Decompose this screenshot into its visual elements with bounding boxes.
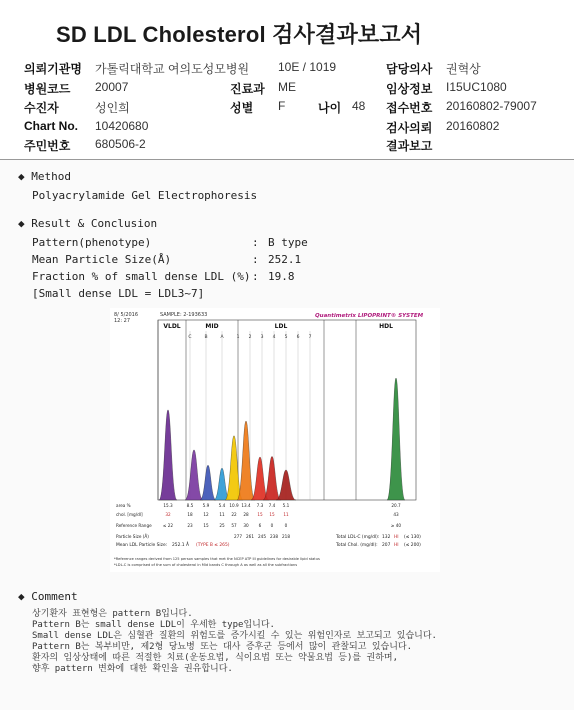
total-ldl-label: Total LDL-C (mg/dl): [336, 535, 380, 540]
peak-hdl [387, 378, 405, 500]
area-value: 20.7 [391, 503, 401, 508]
total-chol-value: 207 [382, 543, 391, 548]
peak-ldl5 [276, 470, 296, 500]
particle-size-label: Particle Size (Å) [116, 534, 149, 539]
region-label-mid: MID [205, 323, 219, 330]
code-value: 20007 [95, 80, 129, 94]
band-label-B: B [204, 335, 208, 340]
chol-value: 32 [165, 512, 171, 517]
report-label: 결과보고 [386, 139, 433, 153]
area-value: 13.4 [241, 503, 251, 508]
sdldl-note: [Small dense LDL = LDL3~7] [32, 287, 205, 300]
band-label-A: A [220, 335, 224, 340]
peak-mid-c [185, 450, 203, 500]
area-value: 8.5 [186, 503, 194, 508]
sex-label: 성별 [230, 101, 254, 115]
method-heading: ◆ Method [18, 170, 71, 183]
report-title: SD LDL Cholesterol 검사결과보고서 [56, 22, 423, 47]
request-date-label: 검사의뢰 [386, 121, 433, 135]
band-label-1: 1 [236, 335, 240, 340]
age-value: 48 [352, 99, 366, 113]
ref-value: 0 [284, 523, 288, 528]
total-ldl-flag: HI [394, 535, 399, 540]
ward-value: 10E / 1019 [278, 60, 337, 74]
chol-value: 15 [269, 512, 275, 517]
region-label-hdl: HDL [379, 323, 393, 330]
band-label-C: C [188, 335, 192, 340]
region-label-ldl: LDL [274, 323, 288, 330]
ref-value: 57 [231, 523, 237, 528]
request-date-value: 20160802 [446, 119, 500, 133]
mean-size-note: (TYPE B ≤ 265) [196, 543, 230, 548]
dept-label: 진료과 [230, 82, 265, 96]
band-label-3: 3 [260, 335, 264, 340]
id-label: 주민번호 [24, 139, 71, 153]
fraction-label: Fraction % of small dense LDL (%) [32, 270, 251, 283]
area-value: 7.4 [268, 503, 276, 508]
sex-value: F [278, 99, 286, 113]
band-label-6: 6 [296, 335, 300, 340]
method-text: Polyacrylamide Gel Electrophoresis [32, 189, 258, 202]
area-value: 15.3 [163, 503, 173, 508]
chol-value: 15 [257, 512, 263, 517]
chol-value: 22 [231, 512, 237, 517]
chol-value: 11 [283, 512, 289, 517]
ref-value: ≤ 22 [162, 523, 174, 528]
ref-value: 6 [258, 523, 262, 528]
band-label-7: 7 [308, 335, 312, 340]
particle-size-value: 238 [270, 534, 278, 539]
ref-value: 30 [243, 523, 249, 528]
clinical-value: I15UC1080 [446, 80, 507, 94]
fraction-value: 19.8 [268, 270, 295, 283]
total-chol-label: Total Chol. (mg/dl): [336, 543, 378, 548]
fraction-colon: : [252, 270, 259, 283]
total-ldl-value: 132 [382, 535, 391, 540]
receipt-label: 접수번호 [386, 101, 433, 115]
comment-line: 상기환자 표현형은 pattern B입니다. [32, 609, 193, 619]
comment-line: Pattern B는 small dense LDL이 우세한 type입니다. [32, 620, 275, 630]
ref-value: 25 [219, 523, 225, 528]
ref-value: 23 [187, 523, 193, 528]
lipoprint-chart [110, 308, 440, 572]
total-chol-ref: (≤ 200) [404, 543, 421, 548]
chol-value: 11 [219, 512, 225, 517]
row-label-ref: Reference Range [116, 523, 152, 528]
id-value: 680506-2 [95, 137, 146, 151]
mean-size-label: Mean Particle Size(Å) [32, 253, 172, 266]
chart-date: 8/ 5/2016 [114, 312, 139, 318]
row-label-area: area % [116, 503, 131, 508]
particle-size-value: 218 [282, 534, 290, 539]
doctor-value: 권혁상 [446, 62, 481, 76]
particle-size-value: 245 [258, 534, 266, 539]
pattern-label: Pattern(phenotype) [32, 236, 152, 249]
chart-sample: SAMPLE: 2-193633 [160, 312, 208, 318]
mean-size-colon: : [252, 253, 259, 266]
chart-brand: Quantimetrix LIPOPRINT® SYSTEM [315, 313, 424, 319]
area-value: 7.3 [256, 503, 264, 508]
chart-no-label: Chart No. [24, 119, 78, 133]
chol-value: 18 [187, 512, 193, 517]
comment-line: Pattern B는 복부비만, 제2형 당뇨병 또는 대사 증후군 등에서 많이 관찰되고 있습니다. [32, 642, 413, 652]
patient-label: 수진자 [24, 101, 59, 115]
mean-size-value: 252.1 [268, 253, 302, 266]
particle-size-value: 277 [234, 534, 242, 539]
area-value: 5.1 [282, 503, 290, 508]
clinical-label: 임상정보 [386, 82, 433, 96]
dept-value: ME [278, 80, 296, 94]
hospital-label: 의뢰기관명 [24, 62, 82, 76]
total-chol-flag: HI [394, 543, 399, 548]
band-label-2: 2 [248, 335, 252, 340]
area-value: 10.9 [229, 503, 239, 508]
ref-value: 15 [203, 523, 209, 528]
result-heading: ◆ Result & Conclusion [18, 217, 158, 230]
receipt-value: 20160802-79007 [446, 99, 537, 113]
peak-mid-b [200, 465, 216, 500]
comment-heading: ◆ Comment [18, 590, 78, 603]
band-label-4: 4 [272, 335, 276, 340]
pattern-colon: : [252, 236, 259, 249]
chol-value: 43 [393, 512, 399, 517]
band-label-5: 5 [284, 335, 288, 340]
chart-no-value: 10420680 [95, 119, 149, 133]
peak-vldl [159, 410, 177, 500]
particle-size-value: 261 [246, 534, 254, 539]
hdl-ref-value: ≥ 40 [390, 523, 402, 528]
row-label-chol: chol. [mg/dl] [116, 512, 143, 517]
pattern-value: B type [268, 236, 308, 249]
ref-value: 0 [270, 523, 274, 528]
comment-line: Small dense LDL은 심혈관 질환의 위험도를 증가시킬 수 있는 위험인자로 보고되고 있습니다. [32, 631, 437, 641]
code-label: 병원코드 [24, 82, 71, 96]
chart-footnote-1: *Reference ranges derived from 125 person samples that met the NCEP ATP III guidelines for desirable lipid status [114, 557, 320, 561]
region-label-vldl: VLDL [163, 323, 181, 330]
hospital-value: 가톨릭대학교 여의도성모병원 [95, 62, 250, 76]
chart-time: 12: 27 [114, 318, 130, 324]
chol-value: 12 [203, 512, 209, 517]
age-label: 나이 [318, 101, 342, 115]
mean-size-label: Mean LDL Particle Size: [116, 543, 168, 548]
area-value: 5.9 [202, 503, 210, 508]
patient-value: 성인희 [95, 101, 130, 115]
chart-footnote-2: *LDL-C is comprised of the sum of cholesterol in Mid bands C through A as well as all the subfractions [114, 563, 298, 567]
chol-value: 28 [243, 512, 249, 517]
comment-line: 향후 pattern 변화에 대한 확인을 권유합니다. [32, 664, 233, 674]
lipoprint-chart-svg [110, 308, 440, 572]
area-value: 5.4 [218, 503, 226, 508]
doctor-label: 담당의사 [386, 62, 433, 76]
comment-line: 환자의 임상상태에 따른 적절한 치료(운동요법, 식이요법 또는 약물요법 등)를 권하며, [32, 653, 399, 663]
total-ldl-ref: (≤ 130) [404, 535, 421, 540]
mean-size-value: 252.1 Å [172, 543, 189, 548]
